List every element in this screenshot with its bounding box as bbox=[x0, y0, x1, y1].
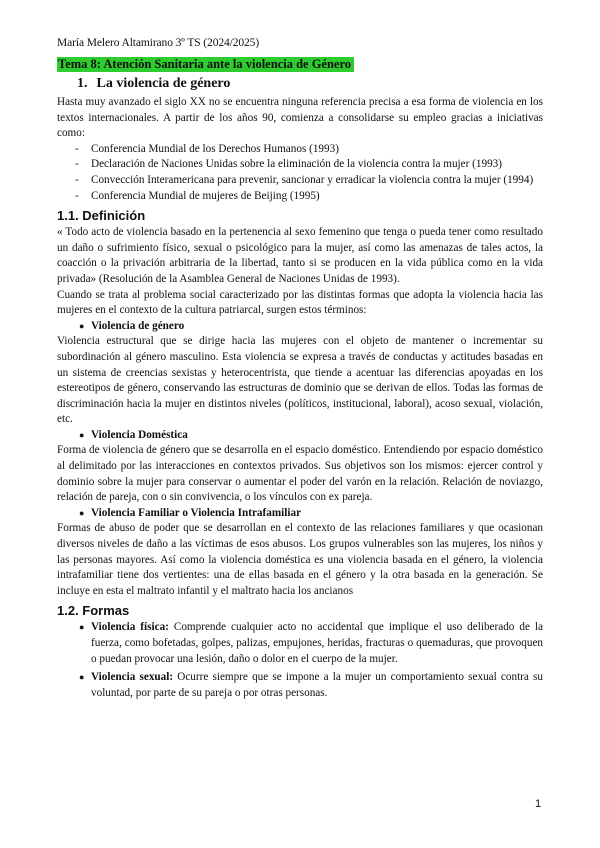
form-text: Comprende cualquier acto no accidental que implique el uso deliberado de la fuerza, como bofetadas, golpes, palizas, empujones, heridas, fracturas o quemaduras, que provoquen o puedan provocar una lesión, daño o dolor en el cuerpo de la mujer. bbox=[91, 621, 543, 665]
section-1-heading bbox=[57, 76, 543, 92]
form-text: Ocurre siempre que se impone a la mujer un comportamiento sexual contra su voluntad, por parte de su pareja o por otras personas. bbox=[91, 671, 543, 699]
list-item: - Conferencia Mundial de los Derechos Humanos (1993) bbox=[75, 142, 543, 158]
bullet-icon: ● bbox=[79, 320, 85, 331]
section-1-intro: Hasta muy avanzado el siglo XX no se encuentra ninguna referencia precisa a esa forma de violencia en los textos internacionales. A partir de los años 90, comienza a consolidarse su empleo gracias a iniciativas como: bbox=[57, 96, 543, 140]
forms-list bbox=[57, 620, 543, 701]
bullet-icon: ● bbox=[79, 672, 85, 683]
topic-title: Tema 8: Atención Sanitaria ante la violencia de Género bbox=[57, 57, 354, 72]
term-heading-domestic-violence bbox=[57, 428, 543, 444]
definition-heading: 1.1. Definición bbox=[57, 208, 146, 224]
term-text-gender-violence: Violencia estructural que se dirige hacia las mujeres con el objeto de mantener o incrementar su subordinación al género masculino. Esta violencia se expresa a través de conductas y actitudes basadas en un sistema de creencias sexistas y heterocentrista, que tiende a acentuar las diferencias apoyadas en los estereotipos de género, conservando las estructuras de dominio que se derivan de ellos. Todas las formas de discriminación hacia la mujer en distintos niveles (políticos, institucional, laboral), acoso sexual, violación, etc. bbox=[57, 335, 543, 426]
bullet-icon: ● bbox=[79, 429, 85, 440]
initiatives-list bbox=[57, 142, 543, 204]
section-1-title: La violencia de género bbox=[96, 76, 231, 91]
list-item: - Declaración de Naciones Unidas sobre la eliminación de la violencia contra la mujer (1993) bbox=[75, 157, 543, 173]
form-label: Violencia física: bbox=[91, 621, 169, 634]
document-page bbox=[57, 37, 543, 704]
list-item bbox=[57, 620, 543, 667]
definition-lead: Cuando se trata al problema social caracterizado por las distintas formas que adopta la violencia hacia las mujeres en el contexto de la cultura patriarcal, surgen estos términos: bbox=[57, 288, 543, 317]
term-heading-family-violence bbox=[57, 506, 543, 522]
list-item: - Convección Interamericana para prevenir, sancionar y erradicar la violencia contra la mujer (1994) bbox=[75, 173, 543, 189]
list-item bbox=[57, 670, 543, 701]
term-heading-text: Violencia Familiar o Violencia Intrafamiliar bbox=[91, 506, 302, 519]
term-heading-text: Violencia Doméstica bbox=[91, 428, 188, 441]
form-label: Violencia sexual: bbox=[91, 671, 174, 684]
topic-heading bbox=[57, 55, 543, 73]
term-text-family-violence: Formas de abuso de poder que se desarrollan en el contexto de las relaciones familiares y que ocasionan diversos niveles de daño a las víctimas de esos abusos. Los grupos vulnerables son las mujeres, los niños y las personas mayores. Así como la violencia doméstica es una violencia basada en el género, la violencia intrafamiliar tiene dos vertientes: una de ellas basada en el género y la otra basada en la generación. Se incluye en esta el maltrato infantil y el maltrato hacia los ancianos bbox=[57, 522, 543, 597]
definition-quote: « Todo acto de violencia basado en la pertenencia al sexo femenino que tenga o pueda tener como resultado un daño o sufrimiento físico, sexual o psicológico para la mujer, así como las amenazas de tales actos, la coacción o la privación arbitraria de la libertad, tanto si se producen en la vida pública como en la vida privada» (Resolución de la Asamblea General de Naciones Unidas de 1993). bbox=[57, 226, 543, 285]
bullet-icon: ● bbox=[79, 622, 85, 633]
term-heading-text: Violencia de género bbox=[91, 319, 185, 332]
forms-heading: 1.2. Formas bbox=[57, 603, 130, 619]
page-number: 1 bbox=[535, 798, 542, 810]
list-item: - Conferencia Mundial de mujeres de Beijing (1995) bbox=[75, 189, 543, 205]
section-1-number: 1. bbox=[77, 76, 88, 91]
term-text-domestic-violence: Forma de violencia de género que se desarrolla en el espacio doméstico. Entendiendo por espacio doméstico al delimitado por las interacciones en contextos privados. Sus objetivos son los mismos: ejercer control y dominio sobre la mujer para conservar o aumentar el poder del varón en la relación. Relación de noviazgo, relación de pareja, con o sin convivencia, o los vínculos con ex pareja. bbox=[57, 444, 543, 504]
document-header: María Melero Altamirano 3º TS (2024/2025) bbox=[57, 37, 260, 49]
term-heading-gender-violence bbox=[57, 319, 543, 335]
bullet-icon: ● bbox=[79, 507, 85, 518]
